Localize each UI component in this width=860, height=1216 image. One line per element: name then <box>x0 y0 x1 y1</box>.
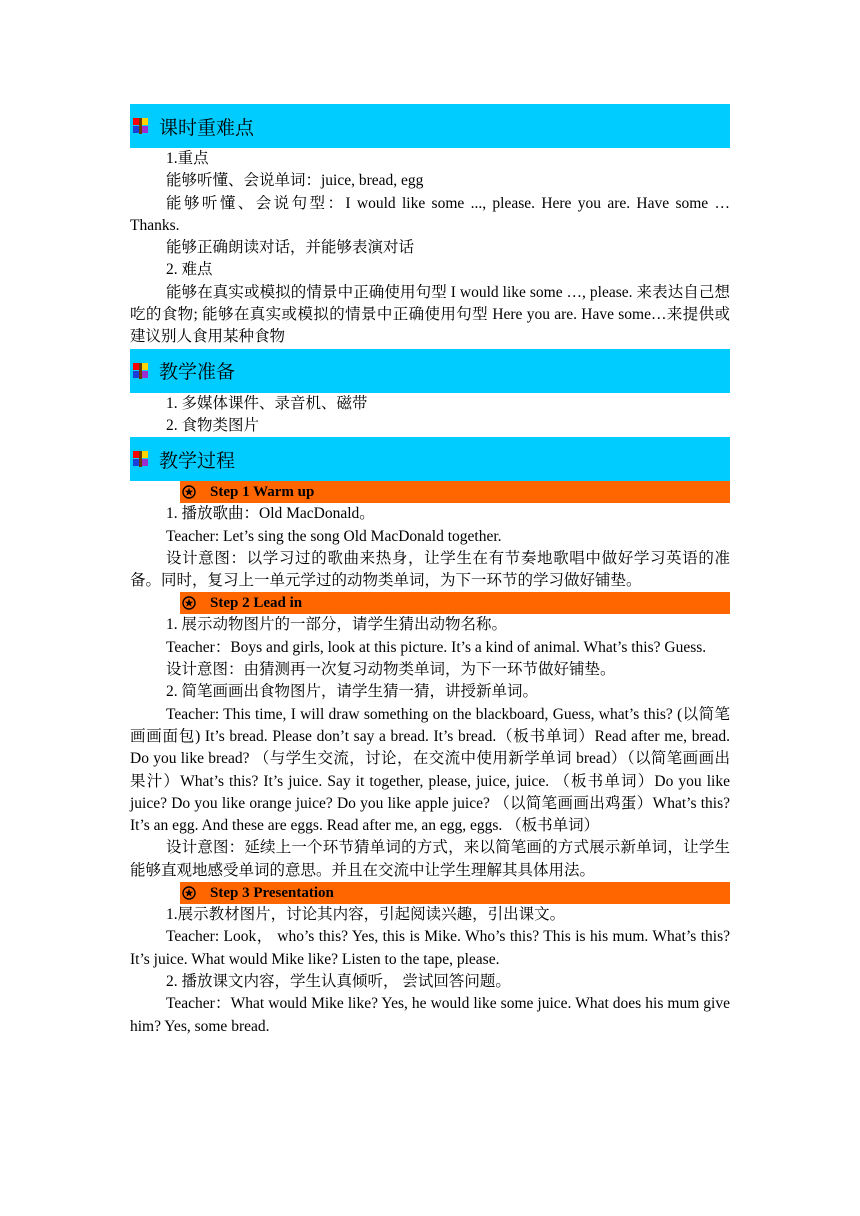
section-title: 课时重难点 <box>159 116 255 139</box>
paragraph: 2. 食物类图片 <box>166 416 260 434</box>
step-label: Step 1 Warm up <box>210 483 315 500</box>
paragraph: 设计意图：由猜测再一次复习动物类单词，为下一环节做好铺垫。 <box>166 661 616 679</box>
step-label: Step 3 Presentation <box>210 884 334 901</box>
paragraph: 能够听懂、会说单词：juice, bread, egg <box>166 172 424 190</box>
section-header-key-points <box>130 104 730 148</box>
section-title: 教学过程 <box>159 449 236 472</box>
paragraph: Teacher：What would Mike like? Yes, he would like some juice. What does his mum give him? Yes, some bread. <box>130 995 730 1035</box>
pushpin-icon <box>133 451 149 467</box>
star-badge-icon <box>182 886 196 900</box>
section-title: 教学准备 <box>159 361 236 384</box>
paragraph: 能够正确朗读对话，并能够表演对话 <box>166 239 415 257</box>
pushpin-icon <box>133 118 149 134</box>
paragraph: Teacher: Let’s sing the song Old MacDonald together. <box>166 527 502 545</box>
paragraph: 1.重点 <box>166 150 209 167</box>
paragraph: 能够在真实或模拟的情景中正确使用句型 I would like some …, please. 来表达自己想吃的食物; 能够在真实或模拟的情景中正确使用句型 Here you are. Have some…来提供或建议别人食用某种食物 <box>130 283 730 346</box>
paragraph: Teacher: Look， who’s this? Yes, this is Mike. Who’s this? This is his mum. What’s this? It’s juice. What would Mike like? Listen to the tape, please. <box>130 928 730 968</box>
paragraph: 2. 难点 <box>166 261 213 279</box>
paragraph: Teacher：Boys and girls, look at this picture. It’s a kind of animal. What’s this? Guess. <box>166 638 707 656</box>
step-header-presentation <box>180 882 730 904</box>
paragraph: Teacher: This time, I will draw something on the blackboard, Guess, what’s this? (以简笔画画面包) It’s bread. Please don’t say a bread. It’s bread.（板书单词）Read after me, bread. Do you like bread? （与学生交流，讨论，在交流中使用新学单词 bread）（以简笔画画出果汁）What’s this? It’s juice. Say it together, please, juice, juice. （板书单词）Do you like juice? Do you like orange juice? Do you like apple juice? （以简笔画画出鸡蛋）What’s this? It’s an egg. And these are eggs. Read after me, an egg, eggs. （板书单词） <box>130 705 730 835</box>
paragraph: 2. 简笔画画出食物图片，请学生猜一猜，讲授新单词。 <box>166 683 539 701</box>
paragraph: 1.展示教材图片，讨论其内容，引起阅读兴趣，引出课文。 <box>166 906 566 924</box>
paragraph: 1. 多媒体课件、录音机、磁带 <box>166 394 368 412</box>
step-label: Step 2 Lead in <box>210 594 303 611</box>
paragraph: 设计意图：延续上一个环节猜单词的方式，来以简笔画的方式展示新单词，让学生能够直观地感受单词的意思。并且在交流中让学生理解其具体用法。 <box>130 839 730 879</box>
star-badge-icon <box>182 485 196 499</box>
section-header-preparation <box>130 349 730 393</box>
document-page <box>130 104 730 1038</box>
paragraph: 设计意图：以学习过的歌曲来热身，让学生在有节奏地歌唱中做好学习英语的准备。同时，复习上一单元学过的动物类单词，为下一环节的学习做好铺垫。 <box>130 549 730 590</box>
step-header-lead-in <box>180 592 730 614</box>
pushpin-icon <box>133 363 149 379</box>
step-header-warm-up <box>180 481 730 503</box>
paragraph: 1. 展示动物图片的一部分，请学生猜出动物名称。 <box>166 616 508 634</box>
paragraph: 2. 播放课文内容，学生认真倾听， 尝试回答问题。 <box>166 972 511 990</box>
paragraph: 能够听懂、会说句型：I would like some ..., please. Here you are. Have some … Thanks. <box>130 194 730 234</box>
star-badge-icon <box>182 596 196 610</box>
paragraph: 1. 播放歌曲：Old MacDonald。 <box>166 505 375 523</box>
section-header-process <box>130 437 730 481</box>
